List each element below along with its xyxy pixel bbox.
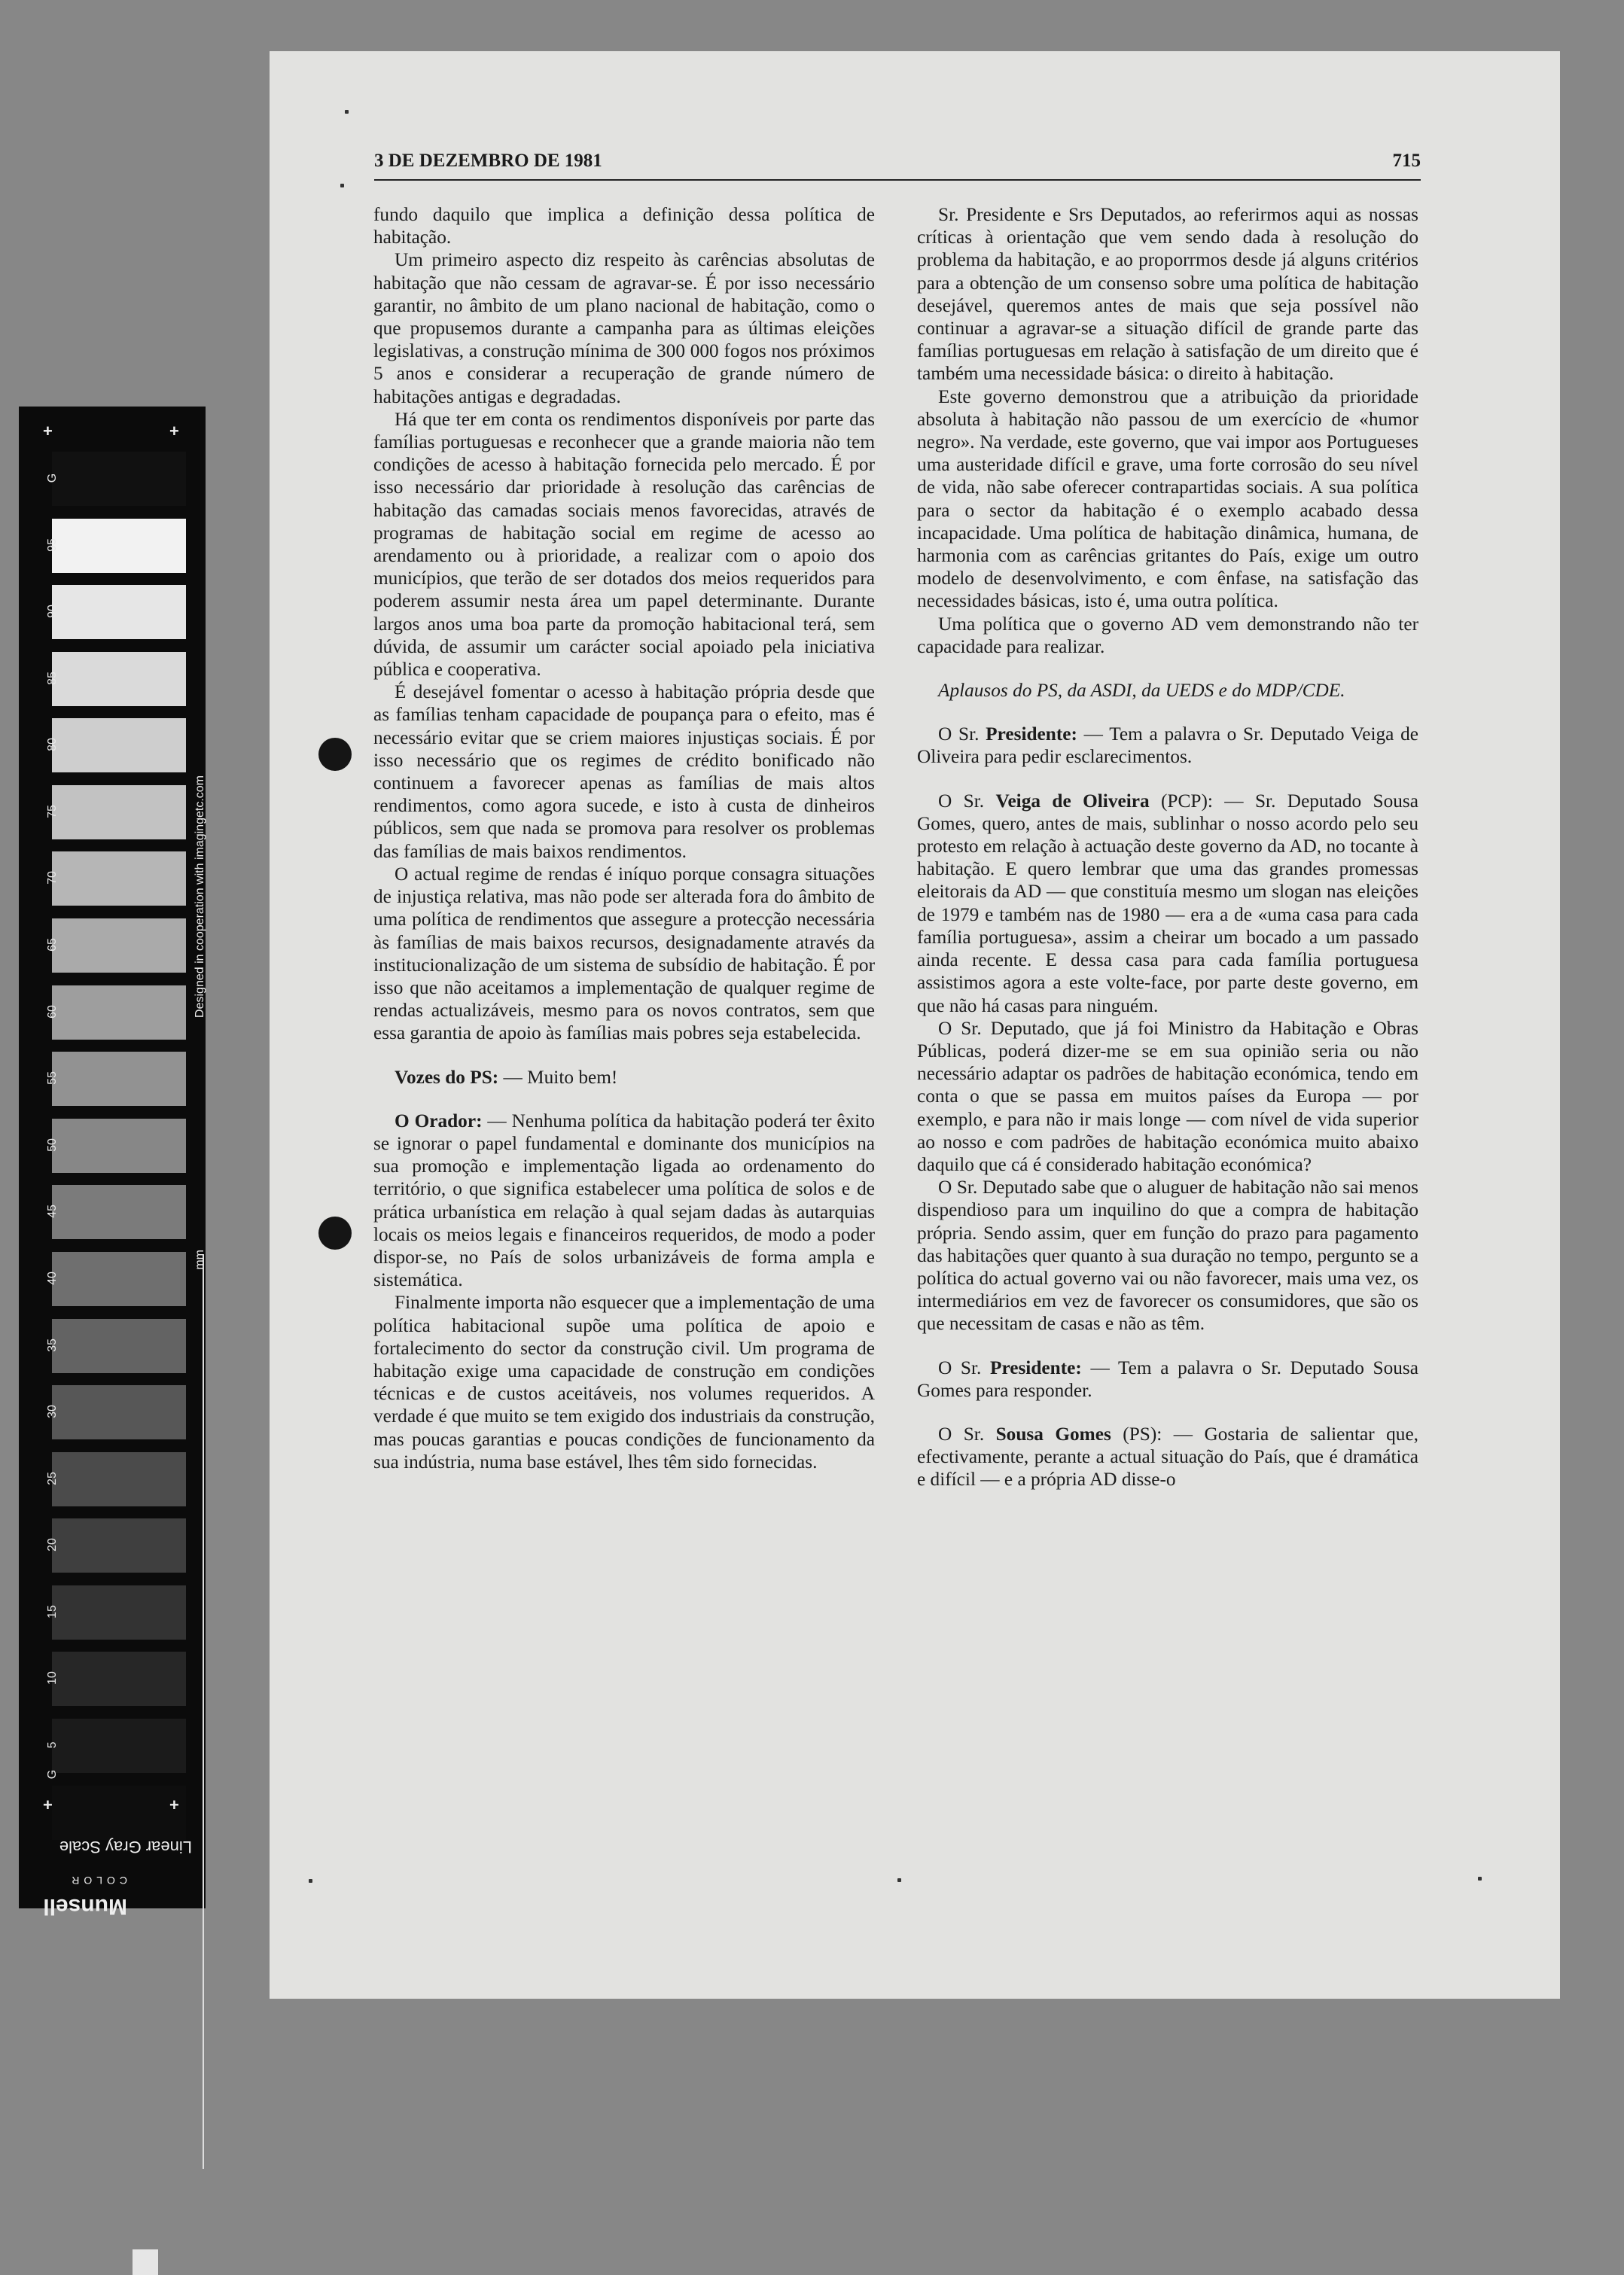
right-column (917, 203, 1418, 1491)
gray-step-label: 75 (46, 805, 59, 818)
paragraph: O Sr. Deputado, que já foi Ministro da Habitação e Obras Públicas, poderá dizer-me se em sua opinião seria ou não necessário adaptar os padrões de habitação económica, tendo em conta o que se passa em muitos países da Europa — por exemplo, e para não ir mais longe — com nível de vida superior ao nosso e com padrões de habitação económica muito abaixo daquilo que cá é considerado habitação económica? (917, 1017, 1418, 1175)
gray-step-label: 70 (46, 871, 59, 885)
gray-step-label: 45 (46, 1205, 59, 1219)
speck (345, 110, 349, 114)
gray-step-label: 20 (46, 1538, 59, 1552)
gray-step-label: 40 (46, 1272, 59, 1285)
gray-step-label: 80 (46, 738, 59, 752)
gray-swatch (52, 1252, 186, 1306)
gray-step-label: 85 (46, 671, 59, 685)
speck (1478, 1877, 1482, 1881)
speech-text: — Tem a palavra o Sr. Deputado Sousa Gomes para responder. (917, 1357, 1418, 1401)
gray-swatch (52, 1052, 186, 1106)
gray-step-label: 65 (46, 938, 59, 952)
gray-swatch (52, 1585, 186, 1640)
paragraph: O actual regime de rendas é iníquo porque consagra situações de injustiça relativa, mas não pode ser alterada fora do âmbito de uma política de rendimentos que assegure a protecção necessária às famílias de mais baixos recursos, designadamente através da institucionalização de um sistema de subsídio de habitação. É por isso que não aceitamos a implementação de qualquer regime de rendas actualizáveis, mesmo para os novos contratos, sem que essa garantia de apoio às famílias mais pobres seja estabelecida. (373, 863, 875, 1044)
gray-swatch (52, 452, 186, 506)
speck (897, 1878, 901, 1882)
speaker-name: Presidente: (990, 1357, 1082, 1378)
plus-mark-top-left: + (43, 422, 53, 440)
header-date: 3 DE DEZEMBRO DE 1981 (374, 151, 602, 171)
paragraph: O Sr. Deputado sabe que o aluguer de habitação não sai menos dispendioso para um inquilino do que a compra de habitação própria. Sendo assim, quer em função do prazo para pagamento das habitações quer quanto à sua duração no tempo, pergunto se a política do actual governo vai ou não favorecer, mais uma vez, os intermediários em vez de favorecer os consumidores, que são os que necessitam de casas e não as têm. (917, 1177, 1418, 1335)
speech-paragraph (373, 1066, 875, 1089)
speaker-prefix: O Sr. (938, 790, 996, 812)
speech-text: (PS): — Gostaria de salientar que, efectivamente, perante a actual situação do País, que é dramática e difícil — e a própria AD disse-o (917, 1423, 1418, 1491)
scale-bottom-label: G (46, 1769, 59, 1780)
gray-step-label: 5 (46, 1741, 59, 1749)
speech-text: — Muito bem! (498, 1066, 618, 1088)
gray-step-label: 15 (46, 1604, 59, 1619)
gray-swatch (52, 652, 186, 706)
speaker-name: Sousa Gomes (995, 1423, 1111, 1445)
scale-brand: Munsell (43, 1894, 127, 1919)
speaker-name: Presidente: (986, 723, 1077, 745)
scale-unit: mm (193, 1250, 206, 1270)
gray-swatch (52, 1385, 186, 1439)
paragraph: Há que ter em conta os rendimentos disponíveis por parte das famílias portuguesas e reconhecer que a grande maioria não tem condições de acesso à habitação fornecida pelo mercado. É por isso necessário dar prioridade à resolução das carências de habitação das camadas sociais menos favorecidas, através de programas de habitação social em regime de acesso ao arendamento ou à prioridade, a realizar com o apoio dos municípios, que terão de ser dotados dos meios requeridos para poderem assumir nesta área um papel determinante. Durante largos anos uma boa parte da promoção habitacional terá, sem dúvida, de assumir um carácter social apoiado pela iniciativa pública e cooperativa. (373, 408, 875, 681)
paragraph: Uma política que o governo AD vem demonstrando não ter capacidade para realizar. (917, 613, 1418, 657)
gray-swatch (52, 785, 186, 839)
speech-text: — Tem a palavra o Sr. Deputado Veiga de Oliveira para pedir esclarecimentos. (917, 723, 1418, 768)
speaker-prefix: O Sr. (938, 1357, 991, 1378)
page-number: 715 (1392, 151, 1421, 171)
punch-hole-bottom (318, 1217, 352, 1250)
speaker-prefix: O Sr. (938, 723, 986, 745)
speech-text: (PCP): — Sr. Deputado Sousa Gomes, quero, antes de mais, sublinhar o nosso acordo pelo seu protesto em relação à actuação deste governo da AD, no tocante à habitação. E quero lembrar que uma das grandes promessas eleitorais da AD — que constituía mesmo um slogan nas eleições de 1979 e também nas de 1980 — era a de «uma casa para cada família portuguesa», assim a cheirar um bocado a um passado ainda recente. E dessa casa para cada família portuguesa assistimos agora a este volte-face, por parte deste governo, em que não há casas para ninguém. (917, 790, 1418, 1016)
speech-paragraph (917, 790, 1418, 1017)
speck (309, 1879, 312, 1883)
speck (340, 184, 344, 187)
speech-paragraph (373, 1110, 875, 1292)
gray-swatch (52, 1652, 186, 1706)
paragraph: Este governo demonstrou que a atribuição da prioridade absoluta à habitação não passou de um exercício de «humor negro». Na verdade, este governo, que vai impor aos Portugueses uma austeridade difícil e grave, uma forte corrosão do seu nível de vida, não sabe oferecer contrapartidas sociais. A sua política para o sector da habitação é o exemplo acabado dessa incapacidade. Uma política de habitação dinâmica, humana, de harmonia com as carências gritantes do País, exige um outro modelo de desenvolvimento, e com ênfase, na satisfação das necessidades básicas, isto é, uma outra política. (917, 385, 1418, 612)
gray-step-label: 10 (46, 1671, 59, 1686)
gray-swatch (52, 918, 186, 973)
gray-step-label: 25 (46, 1471, 59, 1485)
scale-brand-sub: COLOR (67, 1875, 127, 1887)
gray-step-label: 60 (46, 1004, 59, 1019)
speech-paragraph (917, 723, 1418, 768)
plus-mark-bottom-left: + (43, 1795, 53, 1814)
speech-paragraph (917, 1423, 1418, 1491)
left-column (373, 203, 875, 1473)
speaker-name: Veiga de Oliveira (995, 790, 1150, 812)
paragraph: É desejável fomentar o acesso à habitação própria desde que as famílias tenham capacidade de poupança para o efeito, mas é necessário evitar que se criem maiores injustiças sociais. É por isso necessário que os regimes de crédito bonificado não continuem a favorecer apenas as famílias de mais altos rendimentos, como agora sucede, e isto à custa de dinheiros públicos, sem que nada se promova para resolver os problemas das famílias de mais baixos rendimentos. (373, 681, 875, 862)
paragraph: Sr. Presidente e Srs Deputados, ao referirmos aqui as nossas críticas à orientação que vem sendo dada à resolução do problema da habitação, e ao proporrmos desde já alguns critérios para a obtenção de um consenso sobre uma política de habitação desejável, queremos antes de mais que seja possível não continuar a agravar-se a situação difícil de grande parte das famílias portuguesas em relação à satisfação de um direito que é também uma necessidade básica: o direito à habitação. (917, 204, 1418, 385)
punch-hole-top (318, 738, 352, 771)
speaker-name: Vozes do PS: (395, 1066, 499, 1088)
gray-swatch (52, 1452, 186, 1506)
gray-swatch (52, 1185, 186, 1239)
mm-ruler (203, 1254, 215, 2169)
gray-swatch (52, 985, 186, 1040)
paragraph: Um primeiro aspecto diz respeito às carências absolutas de habitação que não cessam de agravar-se. É por isso necessário garantir, no âmbito de um plano nacional de habitação, como o que propusemos durante a campanha para as últimas eleições legislativas, a construção mínima de 300 000 fogos nos próximos 5 anos e considerar a recuperação de grande número de habitações antigas e degradadas. (373, 249, 875, 407)
gray-step-label: 55 (46, 1071, 59, 1086)
plus-mark-top-right: + (169, 422, 179, 440)
gray-swatch (52, 718, 186, 772)
gray-step-label: 30 (46, 1405, 59, 1419)
gray-step-label: 35 (46, 1338, 59, 1352)
gray-swatch (52, 1719, 186, 1773)
paragraph-continued: fundo daquilo que implica a definição dessa política de habitação. (373, 204, 875, 248)
speech-text: — Nenhuma política da habitação poderá ter êxito se ignorar o papel fundamental e dominante dos municípios na sua promoção e implementação ligada ao ordenamento do território, o que significa estabelecer uma política de solos e de prática urbanística em relação à qual sejam dadas às autarquias locais os meios legais e financeiros requeridos, de modo a poder dispor-se, no País de solos urbanizáveis de forma ampla e sistemática. (373, 1110, 875, 1291)
gray-swatch (52, 1119, 186, 1173)
gray-scale-card (19, 407, 206, 1919)
scale-top-label: G (46, 473, 59, 483)
page-header (374, 151, 1421, 181)
gray-step-label: 50 (46, 1138, 59, 1152)
munsell-logo-icon (133, 2249, 158, 2275)
scale-credit: Designed in cooperation with imagingetc.com (193, 775, 206, 1018)
gray-step-label: 90 (46, 605, 59, 619)
speaker-name: O Orador: (395, 1110, 483, 1131)
applause-note: Aplausos do PS, da ASDI, da UEDS e do MDP/CDE. (938, 680, 1345, 702)
gray-swatch (52, 851, 186, 906)
scale-title: Linear Gray Scale (59, 1838, 192, 1856)
speaker-prefix: O Sr. (938, 1423, 996, 1445)
gray-step-label: 95 (46, 538, 59, 552)
gray-swatch (52, 585, 186, 639)
gray-swatch (52, 1786, 186, 1840)
paragraph: Finalmente importa não esquecer que a implementação de uma política habitacional supõe uma política de apoio e fortalecimento do sector da construção civil. Um programa de habitação exige uma capacidade de construção em condições técnicas e de custos aceitáveis, nos volumes requeridos. A verdade é que muito se tem exigido dos industriais da construção, mas poucas garantias e poucas condições de funcionamento da sua indústria, numa base estável, lhes têm sido fornecidas. (373, 1292, 875, 1473)
gray-swatch (52, 1319, 186, 1373)
plus-mark-bottom-right: + (169, 1795, 179, 1814)
gray-swatch (52, 519, 186, 573)
gray-swatch (52, 1518, 186, 1573)
speech-paragraph (917, 1357, 1418, 1402)
